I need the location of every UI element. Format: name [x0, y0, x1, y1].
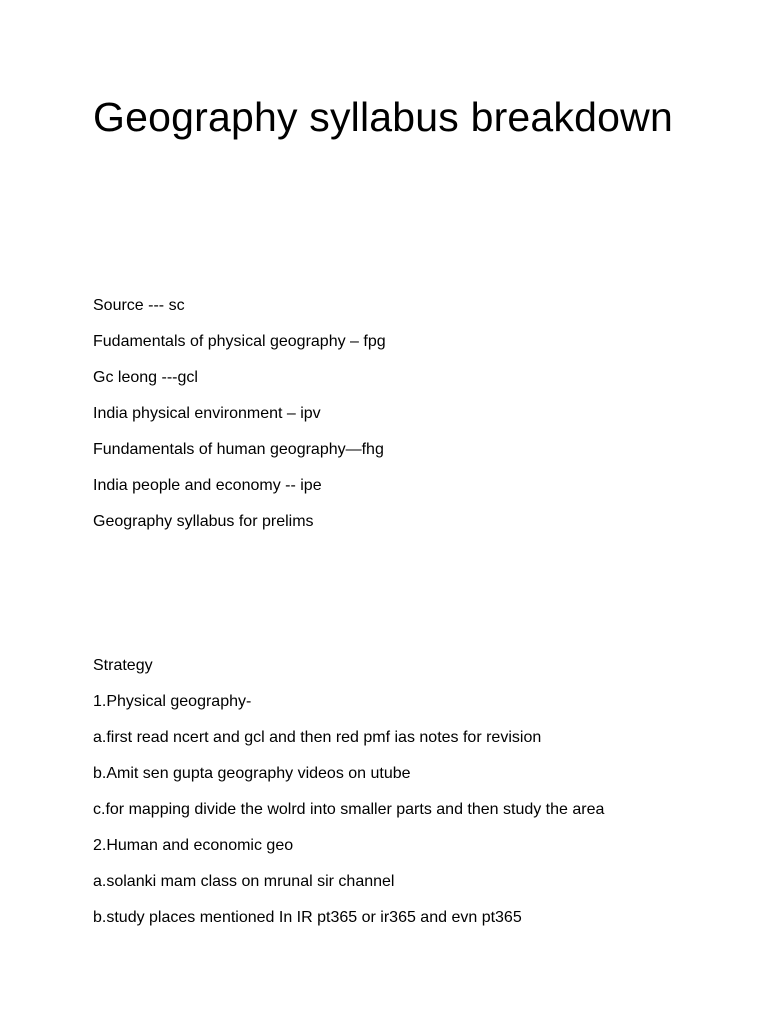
- source-line: Geography syllabus for prelims: [93, 513, 314, 530]
- strategy-line: a.first read ncert and gcl and then red pmf ias notes for revision: [93, 729, 542, 746]
- strategy-line: b.Amit sen gupta geography videos on utube: [93, 765, 411, 782]
- strategy-line: 2.Human and economic geo: [93, 837, 294, 854]
- source-line: Gc leong ---gcl: [93, 369, 198, 386]
- document-title: Geography syllabus breakdown: [93, 94, 673, 140]
- strategy-line: 1.Physical geography-: [93, 693, 252, 710]
- strategy-line: a.solanki mam class on mrunal sir channel: [93, 873, 395, 890]
- strategy-line: b.study places mentioned In IR pt365 or ir365 and evn pt365: [93, 909, 522, 926]
- source-line: Fudamentals of physical geography – fpg: [93, 333, 386, 350]
- source-line: India physical environment – ipv: [93, 405, 321, 422]
- source-line: India people and economy -- ipe: [93, 477, 322, 494]
- source-line: Source --- sc: [93, 297, 185, 314]
- source-line: Fundamentals of human geography—fhg: [93, 441, 384, 458]
- strategy-heading: Strategy: [93, 657, 153, 674]
- strategy-line: c.for mapping divide the wolrd into smaller parts and then study the area: [93, 801, 605, 818]
